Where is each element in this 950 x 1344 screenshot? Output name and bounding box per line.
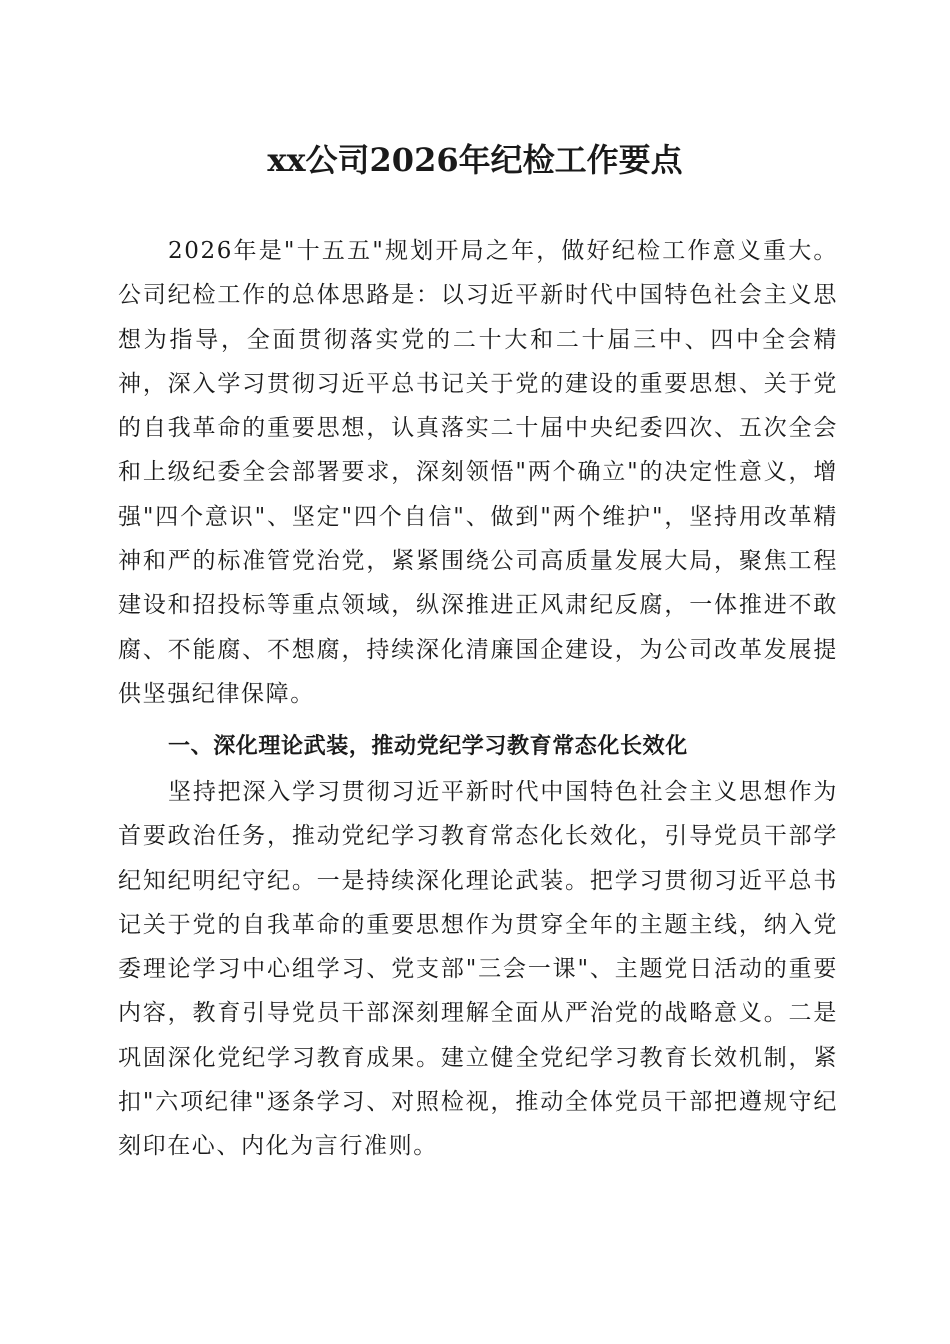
intro-paragraph: 2026年是"十五五"规划开局之年，做好纪检工作意义重大。公司纪检工作的总体思路是：以习近平新时代中国特色社会主义思想为指导，全面贯彻落实党的二十大和二十届三中、四中全会精神，深入学习贯彻习近平总书记关于党的建设的重要思想、关于党的自我革命的重要思想，认真落实二十届中央纪委四次、五次全会和上级纪委全会部署要求，深刻领悟"两个确立"的决定性意义，增强"四个意识"、坚定"四个自信"、做到"两个维护"，坚持用改革精神和严的标准管党治党，紧紧围绕公司高质量发展大局，聚焦工程建设和招投标等重点领域，纵深推进正风肃纪反腐，一体推进不敢腐、不能腐、不想腐，持续深化清廉国企建设，为公司改革发展提供坚强纪律保障。 (118, 238, 838, 707)
document-title: xx公司2026年纪检工作要点 (267, 141, 683, 179)
section-paragraph: 坚持把深入学习贯彻习近平新时代中国特色社会主义思想作为首要政治任务，推动党纪学习教育常态化长效化，引导党员干部学纪知纪明纪守纪。一是持续深化理论武装。把学习贯彻习近平总书记关于党的自我革命的重要思想作为贯穿全年的主题主线，纳入党委理论学习中心组学习、党支部"三会一课"、主题党日活动的重要内容，教育引导党员干部深刻理解全面从严治党的战略意义。二是巩固深化党纪学习教育成果。建立健全党纪学习教育长效机制，紧扣"六项纪律"逐条学习、对照检视，推动全体党员干部把遵规守纪刻印在心、内化为言行准则。 (118, 779, 838, 1160)
section-heading: 一、深化理论武装，推动党纪学习教育常态化长效化 (168, 734, 688, 759)
